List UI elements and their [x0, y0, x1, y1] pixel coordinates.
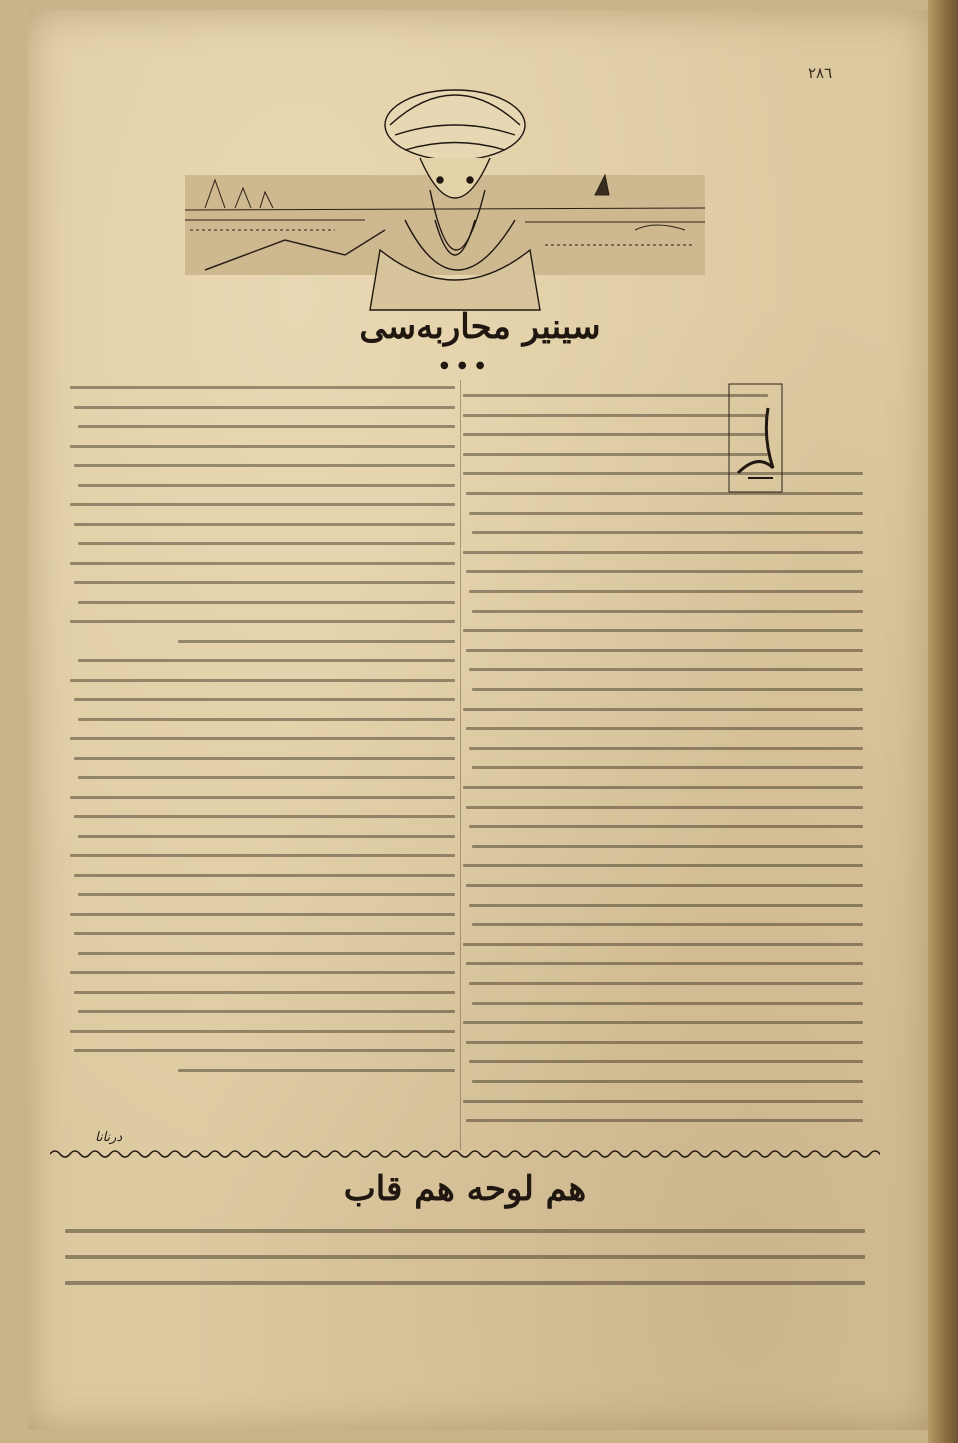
- text-line: [78, 835, 455, 838]
- text-line: [74, 815, 455, 818]
- text-line: [463, 629, 863, 632]
- text-line: [463, 943, 863, 946]
- text-line: [70, 737, 455, 740]
- column-divider: [460, 380, 461, 1150]
- text-line: [463, 1021, 863, 1024]
- text-line: [463, 414, 768, 417]
- text-line: [472, 610, 863, 613]
- text-line: [74, 698, 455, 701]
- wavy-divider: [50, 1146, 880, 1162]
- text-line: [78, 776, 455, 779]
- text-line: [469, 904, 863, 907]
- text-line: [178, 640, 455, 643]
- left-article-column: [70, 378, 455, 1093]
- text-line: [469, 1060, 863, 1063]
- text-line: [466, 570, 863, 573]
- text-line: [463, 472, 863, 475]
- text-line: [70, 679, 455, 682]
- header-illustration: [165, 80, 725, 325]
- text-line: [78, 1010, 455, 1013]
- text-line: [463, 433, 768, 436]
- text-line: [74, 874, 455, 877]
- title-ornament-dots: ● ● ●: [440, 360, 488, 371]
- text-line: [466, 962, 863, 965]
- text-line: [469, 982, 863, 985]
- text-line: [466, 649, 863, 652]
- text-line: [74, 464, 455, 467]
- text-line: [472, 766, 863, 769]
- text-line: [469, 590, 863, 593]
- text-line: [466, 1041, 863, 1044]
- text-line: [78, 952, 455, 955]
- text-line: [70, 971, 455, 974]
- text-line: [70, 386, 455, 389]
- text-line: [74, 757, 455, 760]
- text-line: [70, 620, 455, 623]
- text-line: [469, 747, 863, 750]
- text-line: [469, 512, 863, 515]
- text-line: [74, 581, 455, 584]
- text-line: [70, 503, 455, 506]
- text-line: [74, 1049, 455, 1052]
- text-line: [70, 854, 455, 857]
- text-line: [466, 727, 863, 730]
- text-line: [466, 806, 863, 809]
- text-line: [70, 913, 455, 916]
- text-line: [74, 523, 455, 526]
- text-line: [463, 864, 863, 867]
- text-line: [466, 1119, 863, 1122]
- text-line: [472, 531, 863, 534]
- article-title: سینیر محاربه‌سی: [359, 307, 601, 347]
- text-line: [472, 845, 863, 848]
- text-line: [70, 562, 455, 565]
- text-line: [74, 932, 455, 935]
- text-line: [78, 659, 455, 662]
- text-line: [78, 601, 455, 604]
- text-line: [78, 718, 455, 721]
- text-line: [70, 796, 455, 799]
- text-line: [472, 923, 863, 926]
- text-line: [70, 445, 455, 448]
- text-line: [463, 1100, 863, 1103]
- text-line: [78, 893, 455, 896]
- book-binding-edge: [928, 0, 958, 1443]
- text-line: [78, 484, 455, 487]
- text-line: [472, 688, 863, 691]
- text-line: [472, 1080, 863, 1083]
- text-line: [178, 1069, 455, 1072]
- text-line: [78, 425, 455, 428]
- right-article-column: [463, 390, 863, 1150]
- text-line: [74, 991, 455, 994]
- text-line: [463, 453, 768, 456]
- text-line: [472, 1002, 863, 1005]
- section-heading: هم لوحه هم قاب: [343, 1169, 587, 1209]
- text-line: [469, 825, 863, 828]
- text-line: [70, 1030, 455, 1033]
- text-line: [469, 668, 863, 671]
- text-line: [463, 786, 863, 789]
- text-line: [466, 492, 863, 495]
- text-line: [78, 542, 455, 545]
- author-signature: درنانا: [95, 1130, 123, 1145]
- text-line: [466, 884, 863, 887]
- text-line: [463, 708, 863, 711]
- text-line: [463, 551, 863, 554]
- text-line: [463, 394, 768, 397]
- announcement-paragraph: [65, 1225, 865, 1325]
- page-number: ٢٨٦: [808, 64, 833, 82]
- text-line: [65, 1229, 865, 1233]
- text-line: [74, 406, 455, 409]
- text-line: [65, 1281, 865, 1285]
- text-line: [65, 1255, 865, 1259]
